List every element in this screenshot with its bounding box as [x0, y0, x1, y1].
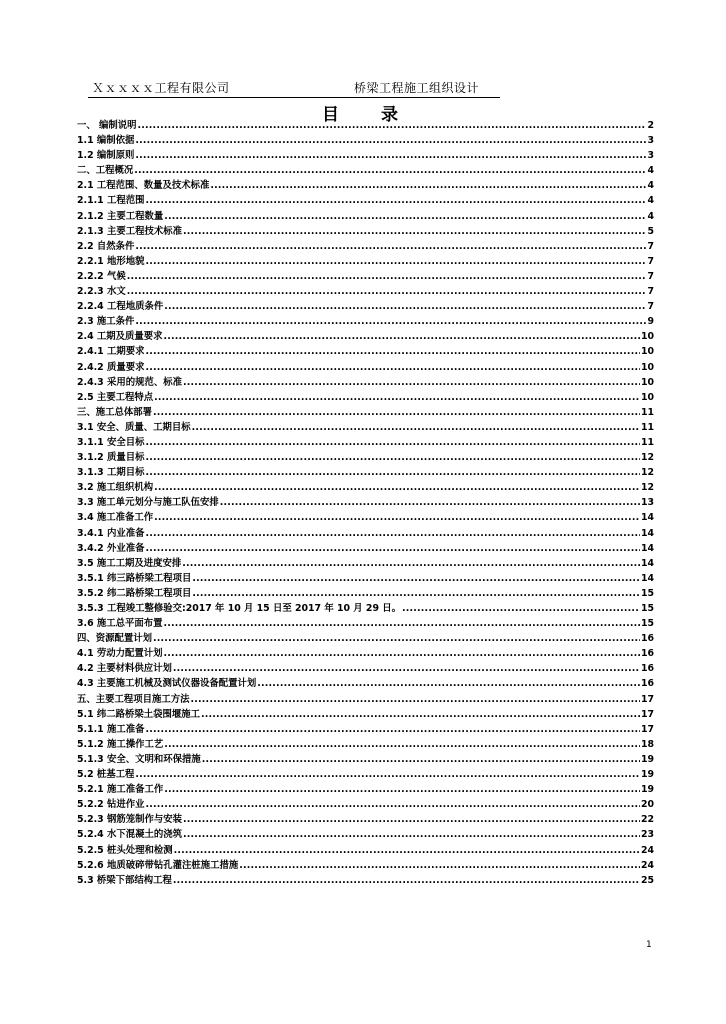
toc-entry-page: 14 [640, 542, 654, 554]
dot-leader [145, 193, 646, 208]
toc-entry-text: 2.2 自然条件 [77, 240, 135, 252]
toc-entry-page: 12 [640, 482, 654, 494]
toc-entry-page: 12 [640, 467, 654, 479]
toc-entry-text: 2.4.2 质量要求 [77, 361, 145, 373]
toc-entry[interactable] [77, 450, 654, 465]
toc-entry-page: 19 [640, 769, 654, 781]
dot-leader [174, 843, 640, 858]
toc-entry-page: 16 [640, 648, 654, 660]
toc-entry-text: 3.5.1 纬三路桥梁工程项目 [77, 572, 192, 584]
toc-entry[interactable] [77, 767, 654, 782]
toc-entry-text: 2.4 工期及质量要求 [77, 331, 163, 343]
dot-leader [202, 752, 640, 767]
dot-leader [154, 480, 640, 495]
toc-entry[interactable] [77, 390, 654, 405]
toc-entry[interactable] [77, 812, 654, 827]
toc-entry-page: 4 [647, 195, 654, 207]
toc-entry-page: 23 [640, 829, 654, 841]
dot-leader [192, 571, 640, 586]
toc-entry-page: 22 [640, 814, 654, 826]
toc-entry-page: 15 [640, 618, 654, 630]
toc-entry-page: 12 [640, 452, 654, 464]
toc-entry[interactable] [77, 858, 654, 873]
toc-entry-page: 4 [647, 165, 654, 177]
dot-leader [135, 767, 640, 782]
document-title: 桥梁工程施工组织设计 [354, 81, 480, 95]
toc-entry[interactable] [77, 541, 654, 556]
dot-leader [164, 646, 640, 661]
toc-title: 目 录 [322, 105, 416, 125]
dot-leader [164, 329, 640, 344]
dot-leader [145, 344, 639, 359]
dot-leader [239, 858, 640, 873]
toc-entry-page: 9 [647, 316, 654, 328]
toc-entry[interactable] [77, 405, 654, 420]
toc-entry-page: 7 [647, 301, 654, 313]
toc-entry-text: 4.3 主要施工机械及测试仪器设备配置计划 [77, 678, 257, 690]
toc-entry[interactable] [77, 133, 654, 148]
toc-entry-page: 15 [640, 603, 654, 614]
toc-entry[interactable] [77, 676, 654, 691]
dot-leader [192, 420, 640, 435]
toc-entry[interactable] [77, 239, 654, 254]
toc-entry-page: 4 [647, 210, 654, 222]
toc-entry-page: 24 [640, 859, 654, 871]
toc-entry[interactable] [77, 420, 654, 435]
dot-leader [154, 390, 640, 405]
dot-leader [164, 737, 640, 752]
dot-leader [134, 163, 646, 178]
toc-entry-text: 2.5 主要工程特点 [77, 391, 154, 403]
toc-entry-text: 三、施工总体部署 [77, 406, 153, 418]
toc-entry-page: 7 [647, 270, 654, 282]
toc-entry-text: 2.1.2 主要工程数量 [77, 210, 164, 222]
dot-leader [164, 209, 646, 224]
toc-entry-page: 20 [640, 799, 654, 811]
dot-leader [138, 118, 647, 133]
toc-entry-page: 11 [640, 406, 654, 418]
dot-leader [183, 827, 640, 842]
toc-entry-text: 5.3 桥梁下部结构工程 [77, 874, 172, 886]
toc-entry[interactable] [77, 375, 654, 390]
dot-leader [135, 314, 646, 329]
dot-leader [153, 631, 640, 646]
toc-entry[interactable] [77, 224, 654, 239]
toc-entry-page: 16 [640, 663, 654, 675]
toc-entry-page: 14 [640, 557, 654, 569]
toc-entry-page: 7 [647, 240, 654, 252]
toc-entry[interactable] [77, 752, 654, 767]
toc-entry-text: 1.2 编制原则 [77, 150, 135, 162]
toc-entry[interactable] [77, 209, 654, 224]
dot-leader [145, 254, 646, 269]
toc-entry-text: 3.1.2 质量目标 [77, 452, 145, 464]
toc-entry[interactable] [77, 435, 654, 450]
toc-entry[interactable] [77, 631, 654, 646]
dot-leader [210, 178, 646, 193]
dot-leader [191, 692, 640, 707]
dot-leader [183, 812, 640, 827]
toc-entry-text: 5.2 桩基工程 [77, 769, 135, 781]
toc-entry-text: 3.4.1 内业准备 [77, 527, 145, 539]
dot-leader [145, 797, 639, 812]
toc-entry-page: 5 [647, 225, 654, 237]
dot-leader [164, 782, 640, 797]
toc-entry-text: 五、主要工程项目施工方法 [77, 693, 190, 705]
toc-entry-text: 3.1.1 安全目标 [77, 436, 145, 448]
toc-entry[interactable] [77, 601, 654, 616]
toc-entry[interactable] [77, 314, 654, 329]
toc-entry-page: 10 [640, 376, 654, 388]
toc-entry-text: 3.6 施工总平面布置 [77, 618, 163, 630]
toc-entry-text: 四、资源配置计划 [77, 633, 153, 645]
toc-entry-text: 3.1.3 工期目标 [77, 467, 145, 479]
toc-entry-text: 2.1.3 主要工程技术标准 [77, 225, 182, 237]
toc-entry-page: 10 [640, 346, 654, 358]
toc-entry-text: 5.2.4 水下混凝土的浇筑 [77, 829, 182, 841]
toc-entry[interactable] [77, 722, 654, 737]
toc-entry-text: 3.4 施工准备工作 [77, 512, 154, 524]
toc-entry-text: 一、 编制说明 [77, 120, 137, 131]
toc-entry[interactable] [77, 480, 654, 495]
dot-leader [220, 495, 640, 510]
dot-leader [145, 360, 639, 375]
toc-entry[interactable] [77, 360, 654, 375]
toc-entry[interactable] [77, 118, 654, 133]
dot-leader [173, 873, 640, 888]
dot-leader [145, 465, 639, 480]
toc-entry[interactable] [77, 269, 654, 284]
toc-entry-page: 14 [640, 512, 654, 524]
dot-leader [135, 148, 646, 163]
toc-entry-text: 3.1 安全、质量、工期目标 [77, 421, 191, 433]
toc-entry-page: 17 [640, 708, 654, 720]
toc-entry-text: 2.1 工程范围、数量及技术标准 [77, 180, 210, 192]
toc-entry-page: 14 [640, 572, 654, 584]
dot-leader [127, 284, 647, 299]
toc-entry-page: 15 [640, 587, 654, 599]
dot-leader [135, 239, 646, 254]
toc-entry[interactable] [77, 571, 654, 586]
toc-entry[interactable] [77, 178, 654, 193]
dot-leader [164, 299, 646, 314]
toc-entry-page: 10 [640, 361, 654, 373]
toc-entry[interactable] [77, 329, 654, 344]
toc-entry-text: 3.3 施工单元划分与施工队伍安排 [77, 497, 219, 509]
toc-entry[interactable] [77, 827, 654, 842]
toc-entry-page: 17 [640, 723, 654, 735]
toc-entry[interactable] [77, 465, 654, 480]
toc-entry-text: 2.1.1 工程范围 [77, 195, 145, 207]
toc-entry[interactable] [77, 344, 654, 359]
dot-leader [183, 224, 647, 239]
toc-entry-text: 二、工程概况 [77, 165, 134, 177]
toc-entry[interactable] [77, 254, 654, 269]
toc-entry-text: 5.1 纬二路桥梁土袋围堰施工 [77, 708, 200, 720]
toc-entry-text: 3.4.2 外业准备 [77, 542, 145, 554]
dot-leader [154, 510, 640, 525]
dot-leader [145, 450, 639, 465]
dot-leader [145, 435, 639, 450]
dot-leader [183, 375, 640, 390]
dot-leader [182, 556, 640, 571]
table-of-contents [77, 118, 654, 888]
toc-entry[interactable] [77, 586, 654, 601]
toc-entry-page: 2 [647, 120, 654, 131]
toc-entry-page: 13 [640, 497, 654, 509]
toc-entry[interactable] [77, 797, 654, 812]
toc-entry-text: 2.4.1 工期要求 [77, 346, 145, 358]
toc-entry[interactable] [77, 782, 654, 797]
toc-entry-text: 2.2.3 水文 [77, 286, 126, 298]
toc-entry-text: 5.2.6 地质破碎带钻孔灌注桩施工措施 [77, 859, 239, 871]
toc-entry[interactable] [77, 692, 654, 707]
toc-entry-page: 17 [640, 693, 654, 705]
company-name: Ｘｘｘｘｘ工程有限公司 [92, 81, 230, 95]
toc-entry-page: 4 [647, 180, 654, 192]
toc-entry-page: 24 [640, 844, 654, 856]
toc-entry[interactable] [77, 284, 654, 299]
dot-leader [145, 722, 639, 737]
dot-leader [135, 133, 646, 148]
toc-entry-page: 7 [647, 286, 654, 298]
toc-entry[interactable] [77, 510, 654, 525]
toc-entry-page: 19 [640, 753, 654, 765]
toc-entry-page: 10 [640, 391, 654, 403]
toc-entry[interactable] [77, 707, 654, 722]
dot-leader [164, 616, 640, 631]
toc-entry[interactable] [77, 737, 654, 752]
toc-entry-text: 2.2.1 地形地貌 [77, 255, 145, 267]
toc-entry-page: 16 [640, 678, 654, 690]
toc-entry-page: 11 [640, 436, 654, 448]
toc-entry-page: 3 [647, 135, 654, 147]
toc-entry[interactable] [77, 646, 654, 661]
running-header [88, 80, 500, 98]
toc-entry[interactable] [77, 661, 654, 676]
toc-entry-text: 3.5.2 纬二路桥梁工程项目 [77, 587, 192, 599]
toc-entry-page: 25 [640, 874, 654, 886]
toc-entry[interactable] [77, 193, 654, 208]
toc-entry-text: 5.2.5 桩头处理和检测 [77, 844, 173, 856]
toc-entry-text: 5.1.3 安全、文明和环保措施 [77, 753, 201, 765]
toc-entry-text: 1.1 编制依据 [77, 135, 135, 147]
toc-entry[interactable] [77, 163, 654, 178]
toc-entry-page: 10 [640, 331, 654, 343]
toc-entry[interactable] [77, 495, 654, 510]
dot-leader [257, 676, 640, 691]
toc-entry-text: 4.2 主要材料供应计划 [77, 663, 172, 675]
dot-leader [402, 601, 640, 616]
toc-entry-text: 2.4.3 采用的规范、标准 [77, 376, 182, 388]
toc-entry-page: 3 [647, 150, 654, 162]
toc-entry-text: 2.3 施工条件 [77, 316, 135, 328]
toc-entry[interactable] [77, 616, 654, 631]
toc-entry-page: 16 [640, 633, 654, 645]
toc-entry-text: 2.2.4 工程地质条件 [77, 301, 164, 313]
toc-entry-page: 19 [640, 784, 654, 796]
toc-entry[interactable] [77, 556, 654, 571]
toc-entry[interactable] [77, 526, 654, 541]
toc-entry-text: 5.2.3 钢筋笼制作与安装 [77, 814, 182, 826]
dot-leader [127, 269, 647, 284]
toc-entry-text: 5.1.2 施工操作工艺 [77, 738, 164, 750]
toc-entry-text: 5.2.2 钻进作业 [77, 799, 145, 811]
page-number: 1 [646, 940, 652, 950]
dot-leader [173, 661, 640, 676]
toc-entry-text: 5.1.1 施工准备 [77, 723, 145, 735]
toc-entry[interactable] [77, 299, 654, 314]
toc-entry-text: 3.5 施工工期及进度安排 [77, 557, 182, 569]
toc-entry-text: 4.1 劳动力配置计划 [77, 648, 163, 660]
toc-entry-text: 2.2.2 气候 [77, 270, 126, 282]
toc-entry-text: 3.5.3 工程竣工整修验交:2017 年 10 月 15 日至 2017 年 10 月 29 日。 [77, 603, 401, 614]
dot-leader [192, 586, 640, 601]
toc-entry-page: 14 [640, 527, 654, 539]
dot-leader [145, 541, 639, 556]
toc-entry[interactable] [77, 148, 654, 163]
toc-entry-text: 5.2.1 施工准备工作 [77, 784, 164, 796]
dot-leader [145, 526, 639, 541]
dot-leader [153, 405, 640, 420]
dot-leader [201, 707, 640, 722]
toc-entry-page: 7 [647, 255, 654, 267]
toc-entry[interactable] [77, 843, 654, 858]
toc-entry[interactable] [77, 873, 654, 888]
toc-entry-page: 11 [640, 421, 654, 433]
toc-entry-text: 3.2 施工组织机构 [77, 482, 154, 494]
toc-entry-page: 18 [640, 738, 654, 750]
